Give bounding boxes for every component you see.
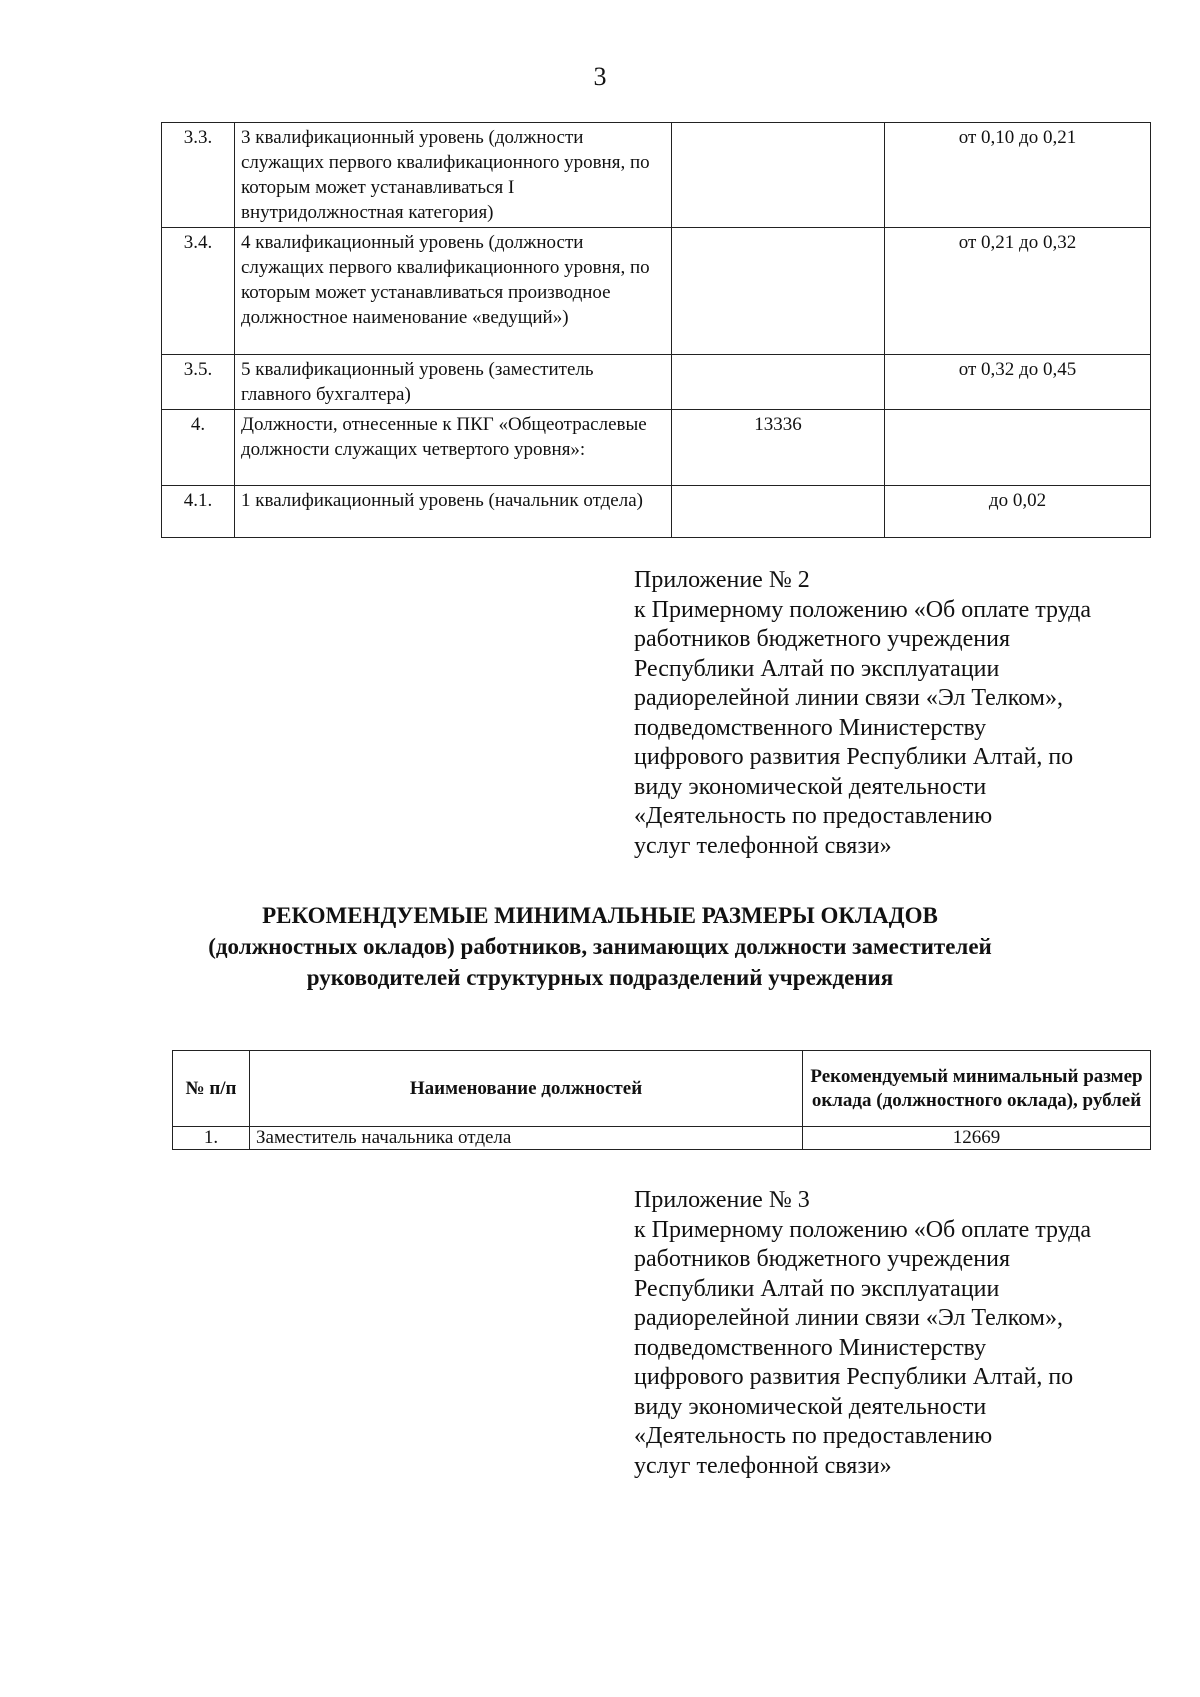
appendix-2-block: [634, 566, 1164, 861]
table-row: [162, 228, 1151, 355]
appendix-line: работников бюджетного учреждения: [634, 1246, 1011, 1272]
row-salary: 13336: [672, 410, 885, 486]
row-number: 3.3.: [162, 123, 235, 228]
row-salary: 12669: [803, 1127, 1151, 1150]
row-name: 4 квалификационный уровень (должности служащих первого квалификационного уровня, по которым может устанавливаться производное должностное наименование «ведущий»): [235, 228, 672, 355]
row-number: 4.1.: [162, 486, 235, 538]
appendix-line: услуг телефонной связи»: [634, 1452, 892, 1479]
table-row: [162, 123, 1151, 228]
row-salary: [672, 355, 885, 410]
row-salary: [672, 228, 885, 355]
appendix-line: Приложение № 2: [634, 567, 810, 593]
appendix-line: радиорелейной линии связи «Эл Телком»,: [634, 1305, 1063, 1331]
appendix-line: Республики Алтай по эксплуатации: [634, 655, 1000, 682]
appendix-line: «Деятельность по предоставлению: [634, 1423, 993, 1449]
table-row: [162, 355, 1151, 410]
row-coefficient: от 0,32 до 0,45: [885, 355, 1151, 410]
document-title: [0, 900, 1200, 993]
row-name: Заместитель начальника отдела: [250, 1127, 803, 1150]
title-line: руководителей структурных подразделений учреждения: [306, 965, 894, 990]
row-coefficient: до 0,02: [885, 486, 1151, 538]
row-salary: [672, 486, 885, 538]
table-row: [162, 410, 1151, 486]
appendix-3-block: [634, 1186, 1164, 1481]
row-coefficient: [885, 410, 1151, 486]
qualification-table: [161, 122, 1151, 538]
page-number: 3: [593, 62, 607, 91]
table-row: [162, 486, 1151, 538]
row-number: 3.5.: [162, 355, 235, 410]
appendix-line: к Примерному положению «Об оплате труда: [634, 1216, 1092, 1243]
row-number: 3.4.: [162, 228, 235, 355]
appendix-line: Приложение № 3: [634, 1187, 810, 1213]
row-name: 3 квалификационный уровень (должности служащих первого квалификационного уровня, по которым может устанавливаться I внутридолжностная категория): [235, 123, 672, 228]
row-coefficient: от 0,10 до 0,21: [885, 123, 1151, 228]
appendix-line: услуг телефонной связи»: [634, 832, 892, 859]
appendix-line: радиорелейной линии связи «Эл Телком»,: [634, 685, 1063, 711]
row-salary: [672, 123, 885, 228]
appendix-line: цифрового развития Республики Алтай, по: [634, 744, 1074, 770]
appendix-line: цифрового развития Республики Алтай, по: [634, 1364, 1074, 1390]
appendix-line: к Примерному положению «Об оплате труда: [634, 596, 1092, 623]
row-name: 1 квалификационный уровень (начальник отдела): [235, 486, 672, 538]
appendix-line: подведомственного Министерству: [634, 714, 987, 741]
appendix-line: подведомственного Министерству: [634, 1334, 987, 1361]
table-header-row: [173, 1051, 1151, 1127]
row-number: 4.: [162, 410, 235, 486]
salary-table: [172, 1050, 1151, 1150]
appendix-line: виду экономической деятельности: [634, 1393, 987, 1420]
row-coefficient: от 0,21 до 0,32: [885, 228, 1151, 355]
header-name: Наименование должностей: [250, 1051, 803, 1127]
appendix-line: виду экономической деятельности: [634, 773, 987, 800]
row-number: 1.: [173, 1127, 250, 1150]
table-row: [173, 1127, 1151, 1150]
title-line: РЕКОМЕНДУЕМЫЕ МИНИМАЛЬНЫЕ РАЗМЕРЫ ОКЛАДОВ: [262, 903, 938, 928]
appendix-line: Республики Алтай по эксплуатации: [634, 1275, 1000, 1302]
header-salary: Рекомендуемый минимальный размер оклада (должностного оклада), рублей: [803, 1051, 1151, 1127]
row-name: Должности, отнесенные к ПКГ «Общеотраслевые должности служащих четвертого уровня»:: [235, 410, 672, 486]
title-line: (должностных окладов) работников, занимающих должности заместителей: [208, 934, 992, 959]
row-name: 5 квалификационный уровень (заместитель главного бухгалтера): [235, 355, 672, 410]
header-num: № п/п: [173, 1051, 250, 1127]
appendix-line: работников бюджетного учреждения: [634, 626, 1011, 652]
appendix-line: «Деятельность по предоставлению: [634, 803, 993, 829]
